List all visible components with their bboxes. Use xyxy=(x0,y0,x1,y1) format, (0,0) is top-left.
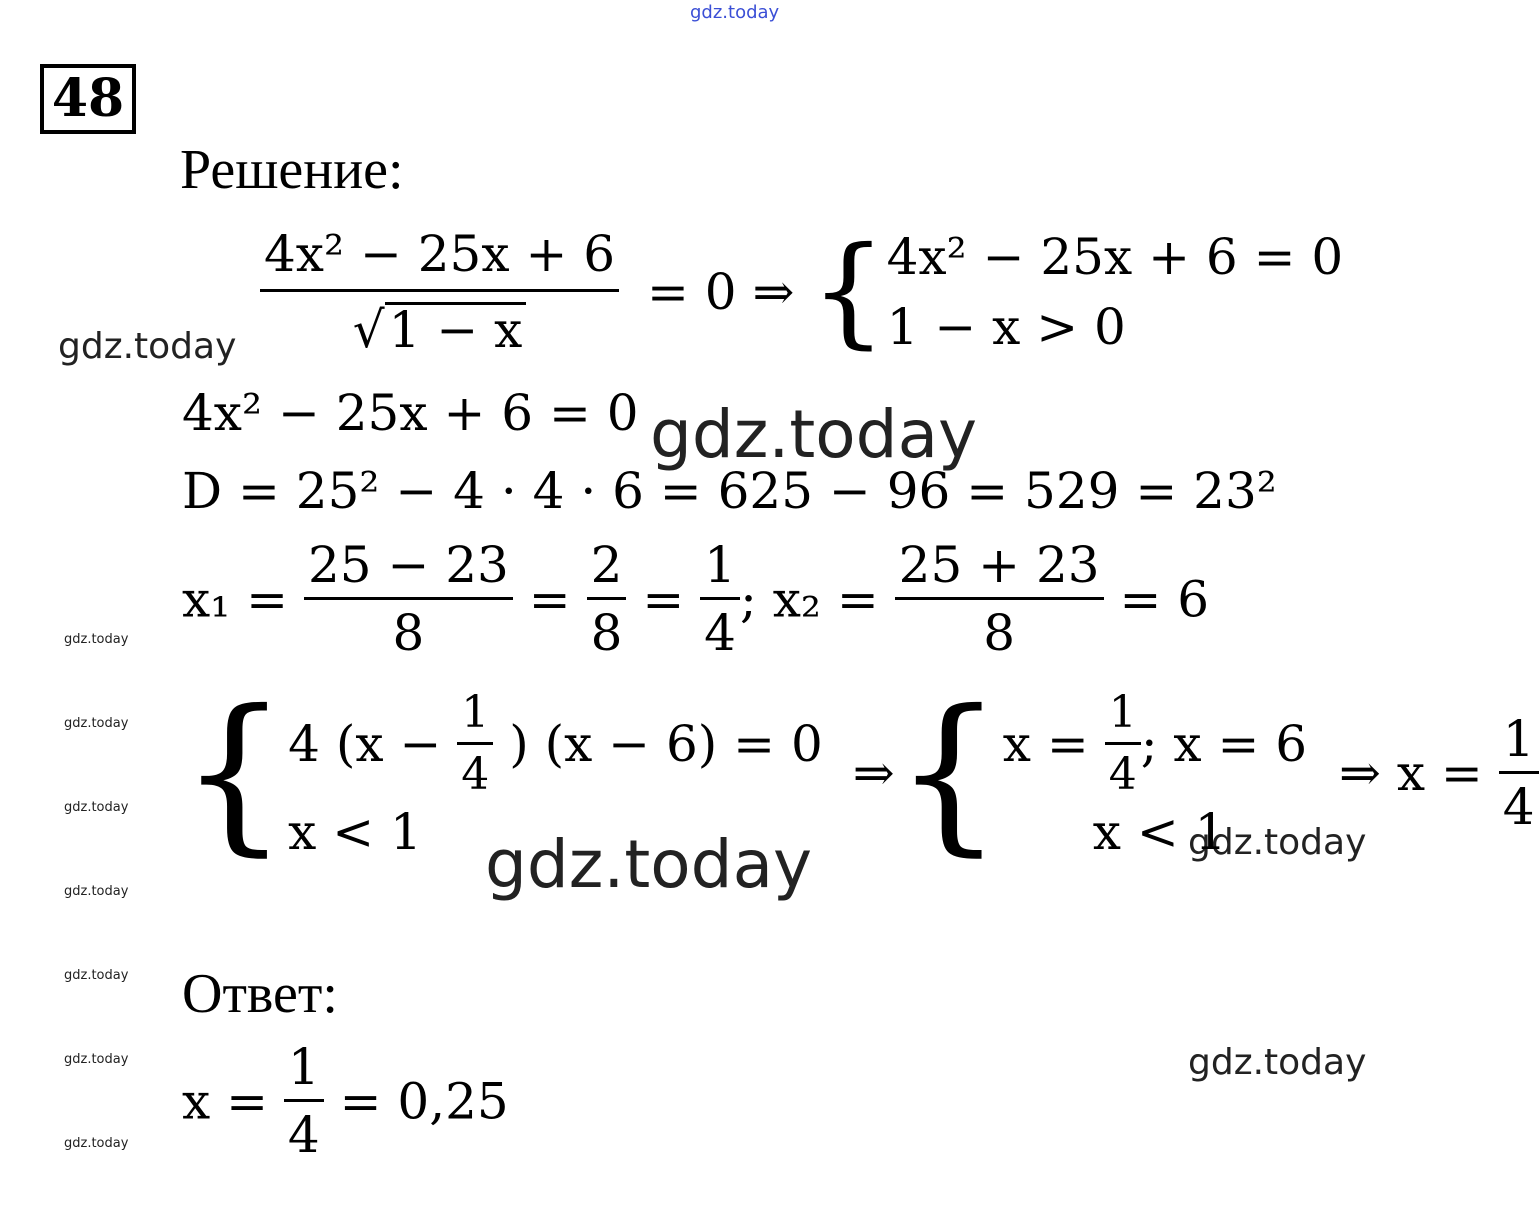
watermark-tiny: gdz.today xyxy=(64,632,129,647)
system-3-line-2: x < 1 xyxy=(1092,802,1227,861)
x2-numerator: 25 + 23 xyxy=(898,536,1100,594)
x-equals-six: ; x = 6 xyxy=(1140,715,1308,773)
denominator: 4 xyxy=(457,742,493,799)
x1-numerator: 25 − 23 xyxy=(307,536,509,594)
denominator: 4 xyxy=(284,1099,324,1163)
watermark-tiny: gdz.today xyxy=(64,1052,129,1067)
radicand: 1 − x xyxy=(385,302,527,355)
numerator: 2 xyxy=(590,536,623,594)
equals: = xyxy=(528,570,571,629)
watermark-top: gdz.today xyxy=(690,2,780,23)
numerator: 1 xyxy=(1108,687,1137,739)
solution-heading: Решение: xyxy=(180,139,404,201)
x1-label: x₁ = xyxy=(182,570,289,629)
watermark-tiny: gdz.today xyxy=(64,884,129,899)
equals: = xyxy=(642,570,685,629)
system-2 xyxy=(288,687,823,861)
answer-rhs: = 0,25 xyxy=(339,1072,509,1131)
x1-fraction xyxy=(304,538,513,661)
watermark-tiny: gdz.today xyxy=(64,968,129,983)
x2-denominator: 8 xyxy=(895,597,1104,661)
implies-arrow: ⇒ xyxy=(852,744,895,802)
equals-implies: = 0 ⇒ xyxy=(646,263,795,321)
answer-fraction xyxy=(284,1040,324,1163)
answer-equation xyxy=(182,1040,509,1163)
factor-text-end: ) (x − 6) = 0 xyxy=(509,715,823,773)
denominator: 8 xyxy=(587,597,627,661)
quarter-fraction xyxy=(1105,689,1141,799)
numerator: 1 xyxy=(1502,709,1535,768)
system-2-line-2: x < 1 xyxy=(288,802,422,861)
watermark-left: gdz.today xyxy=(58,326,237,367)
factor-text: 4 (x − xyxy=(288,715,442,773)
numerator: 1 xyxy=(287,1038,320,1096)
system-2-line-1 xyxy=(288,689,823,799)
numerator: 1 xyxy=(704,536,736,594)
system-brace: { xyxy=(810,222,887,361)
watermark-tiny: gdz.today xyxy=(64,800,129,815)
fraction-1-4 xyxy=(700,538,740,661)
watermark-right-lower: gdz.today xyxy=(1188,1042,1367,1083)
x2-label: x₂ = xyxy=(772,570,879,629)
watermark-center: gdz.today xyxy=(650,396,978,473)
answer-heading: Ответ: xyxy=(182,963,338,1025)
roots-equation xyxy=(182,538,1209,661)
x2-fraction xyxy=(895,538,1104,661)
system-brace: { xyxy=(894,674,1003,872)
answer-lhs: x = xyxy=(182,1072,268,1131)
fraction-denominator xyxy=(260,289,619,359)
system-brace: { xyxy=(180,674,289,872)
numerator: 1 xyxy=(461,687,490,739)
watermark-tiny: gdz.today xyxy=(64,716,129,731)
final-implies: ⇒ x = xyxy=(1339,744,1483,802)
watermark-lower-center: gdz.today xyxy=(485,826,813,903)
x1-denominator: 8 xyxy=(304,597,513,661)
final-fraction xyxy=(1499,709,1539,836)
separator: ; xyxy=(739,570,757,629)
fraction-2-8 xyxy=(587,538,627,661)
system-3-line-1 xyxy=(1003,689,1307,799)
x-equals: x = xyxy=(1002,715,1089,773)
system-1-line-2: 1 − x > 0 xyxy=(886,298,1126,356)
watermark-right: gdz.today xyxy=(1188,822,1367,863)
system-3 xyxy=(1002,687,1308,861)
quarter-fraction xyxy=(457,689,493,799)
system-1 xyxy=(887,222,1344,362)
equation-1 xyxy=(260,222,1343,362)
equation-2: 4x² − 25x + 6 = 0 xyxy=(182,384,639,442)
discriminant: D = 25² − 4 · 4 · 6 = 625 − 96 = 529 = 23² xyxy=(182,462,1277,520)
denominator: 4 xyxy=(1105,742,1141,799)
main-fraction xyxy=(260,225,619,359)
sqrt: √1 − x xyxy=(353,302,527,355)
denominator: 4 xyxy=(1499,771,1539,835)
x2-result: = 6 xyxy=(1119,570,1210,629)
system-1-line-1: 4x² − 25x + 6 = 0 xyxy=(886,228,1344,286)
denominator: 4 xyxy=(700,597,740,661)
watermark-tiny: gdz.today xyxy=(64,1136,129,1151)
problem-number: 48 xyxy=(40,64,136,134)
fraction-numerator: 4x² − 25x + 6 xyxy=(264,225,616,283)
